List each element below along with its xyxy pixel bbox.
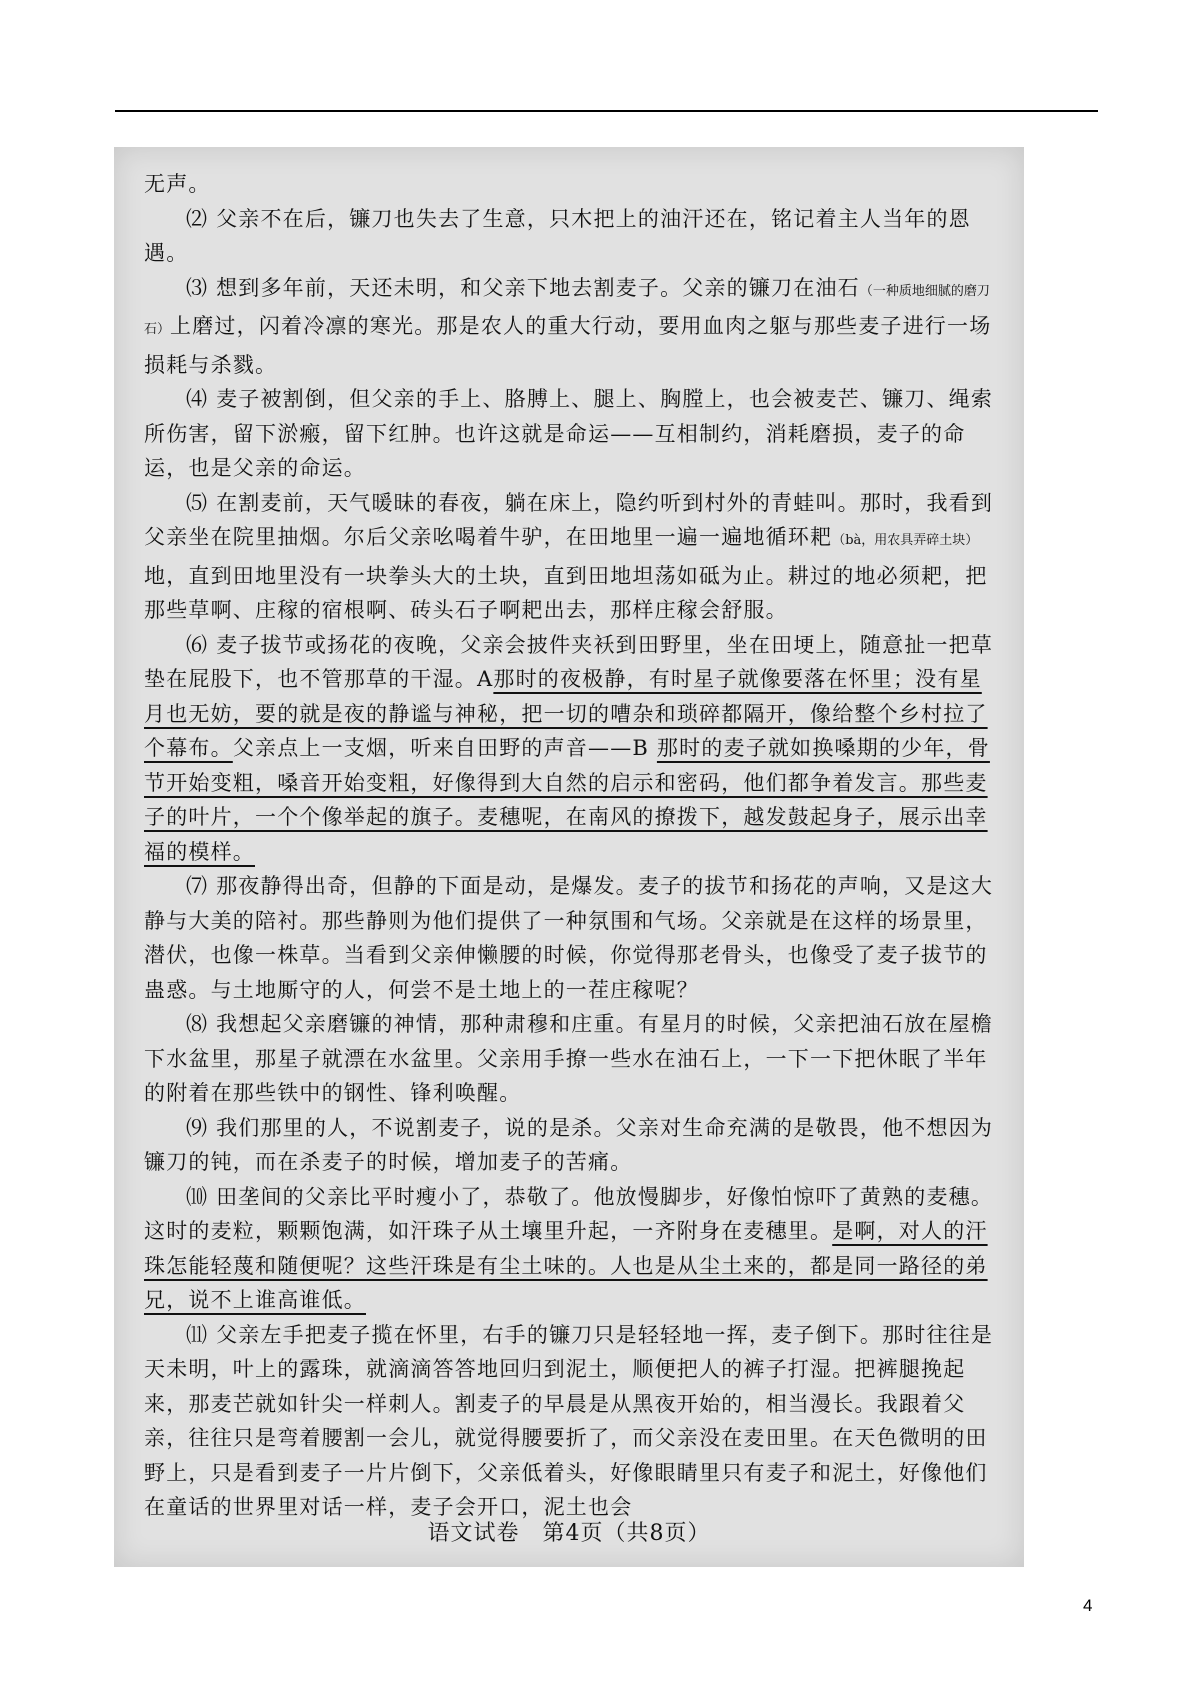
paragraph-p2 bbox=[144, 202, 1000, 271]
text-segment: 无声。 bbox=[144, 172, 211, 196]
exam-footer: 语文试卷 第4页（共8页） bbox=[427, 1521, 711, 1546]
text-segment: ⑾ 父亲左手把麦子揽在怀里，右手的镰刀只是轻轻地一挥，麦子倒下。那时往往是天未明，叶上的露珠，就滴滴答答地回归到泥土，顺便把人的裤子打湿。把裤腿挽起来，那麦芒就如针尖一样刺人。割麦子的早晨是从黑夜开始的，相当漫长。我跟着父亲，往往只是弯着腰割一会儿，就觉得腰要折了，而父亲没在麦田里。在天色微明的田野上，只是看到麦子一片片倒下，父亲低着头，好像眼睛里只有麦子和泥土，好像他们在童话的世界里对话一样，麦子会开口，泥土也会 bbox=[144, 1322, 994, 1519]
text-segment: ⑻ 我想起父亲磨镰的神情，那种肃穆和庄重。有星月的时候，父亲把油石放在屋檐下水盆里，那星子就漂在水盆里。父亲用手撩一些水在油石上，一下一下把休眠了半年的附着在那些铁中的钢性、锋利唤醒。 bbox=[144, 1012, 994, 1105]
paragraph-p11 bbox=[144, 1318, 1000, 1525]
underlined-sentence: 那时的夜极静，有时星子就像要落在怀里；没有星月也无妨，要的就是夜的静谧与神秘，把一切的嘈杂和琐碎都隔开，像给整个乡村拉了个幕布。 bbox=[144, 667, 988, 760]
text-segment: ⑷ 麦子被割倒，但父亲的手上、胳膊上、腿上、胸膛上，也会被麦芒、镰刀、绳索所伤害，留下淤瘢，留下红肿。也许这就是命运——互相制约，消耗磨损，麦子的命运，也是父亲的命运。 bbox=[144, 387, 994, 480]
paragraph-p10 bbox=[144, 1180, 1000, 1318]
header-rule bbox=[115, 110, 1098, 112]
text-segment: ⑹ 麦子拔节或扬花的夜晚，父亲会披件夹袄到田野里，坐在田埂上，随意扯一把草垫在屁股下，也不管那草的干湿。A bbox=[144, 632, 994, 691]
text-segment: ⑼ 我们那里的人，不说割麦子，说的是杀。父亲对生命充满的是敬畏，他不想因为镰刀的钝，而在杀麦子的时候，增加麦子的苦痛。 bbox=[144, 1115, 994, 1174]
text-segment: ⑽ 田垄间的父亲比平时瘦小了，恭敬了。他放慢脚步，好像怕惊吓了黄熟的麦穗。这时的麦粒，颗颗饱满，如汗珠子从土壤里升起，一齐附身在麦穗里。 bbox=[144, 1184, 994, 1243]
paragraph-p4 bbox=[144, 382, 1000, 486]
paragraph-p6 bbox=[144, 628, 1000, 870]
text-segment: 父亲点上一支烟，听来自田野的声音——B bbox=[232, 736, 657, 760]
text-segment: 地，直到田地里没有一块拳头大的土块，直到田地坦荡如砥为止。耕过的地必须耙，把那些草啊、庄稼的宿根啊、砖头石子啊耙出去，那样庄稼会舒服。 bbox=[144, 563, 988, 622]
paragraph-p5 bbox=[144, 486, 1000, 628]
underlined-sentence: 那时的麦子就如换嗓期的少年，骨节开始变粗，嗓音开始变粗，好像得到大自然的启示和密码，他们都争着发言。那些麦子的叶片，一个个像举起的旗子。麦穗呢，在南风的撩拨下，越发鼓起身子，展示出幸福的模样。 bbox=[144, 736, 990, 864]
text-segment: ⑺ 那夜静得出奇，但静的下面是动，是爆发。麦子的拔节和扬花的声响，又是这大静与大美的陪衬。那些静则为他们提供了一种氛围和气场。父亲就是在这样的场景里，潜伏，也像一株草。当看到父亲伸懒腰的时候，你觉得那老骨头，也像受了麦子拔节的蛊惑。与土地厮守的人，何尝不是土地上的一茬庄稼呢？ bbox=[144, 874, 994, 1002]
text-segment: ⑶ 想到多年前，天还未明，和父亲下地去割麦子。父亲的镰刀在油石 bbox=[186, 275, 860, 300]
paragraph-p8 bbox=[144, 1007, 1000, 1111]
text-segment: ⑵ 父亲不在后，镰刀也失去了生意，只木把上的油汗还在，铭记着主人当年的恩遇。 bbox=[144, 206, 971, 265]
paragraph-p7 bbox=[144, 869, 1000, 1007]
underlined-sentence: 是啊，对人的汗珠怎能轻蔑和随便呢？这些汗珠是有尘土味的。人也是从尘土来的，都是同一路径的弟兄，说不上谁高谁低。 bbox=[144, 1219, 988, 1312]
passage-text bbox=[144, 167, 1000, 1525]
page-number: 4 bbox=[1083, 1596, 1093, 1615]
paragraph-p3 bbox=[144, 271, 1000, 383]
paragraph-p0 bbox=[144, 167, 1000, 202]
paragraph-p9 bbox=[144, 1111, 1000, 1180]
annotation-note: （一种质地细腻的磨刀石） bbox=[144, 283, 990, 337]
scanned-exam-page bbox=[114, 147, 1024, 1567]
text-segment: 上磨过，闪着冷凛的寒光。那是农人的重大行动，要用血肉之躯与那些麦子进行一场损耗与杀戮。 bbox=[144, 314, 992, 377]
annotation-note: （bà，用农具弄碎土块） bbox=[832, 533, 979, 548]
text-segment: ⑸ 在割麦前，天气暖昧的春夜，躺在床上，隐约听到村外的青蛙叫。那时，我看到父亲坐在院里抽烟。尔后父亲吆喝着牛驴，在田地里一遍一遍地循环耙 bbox=[144, 490, 994, 549]
